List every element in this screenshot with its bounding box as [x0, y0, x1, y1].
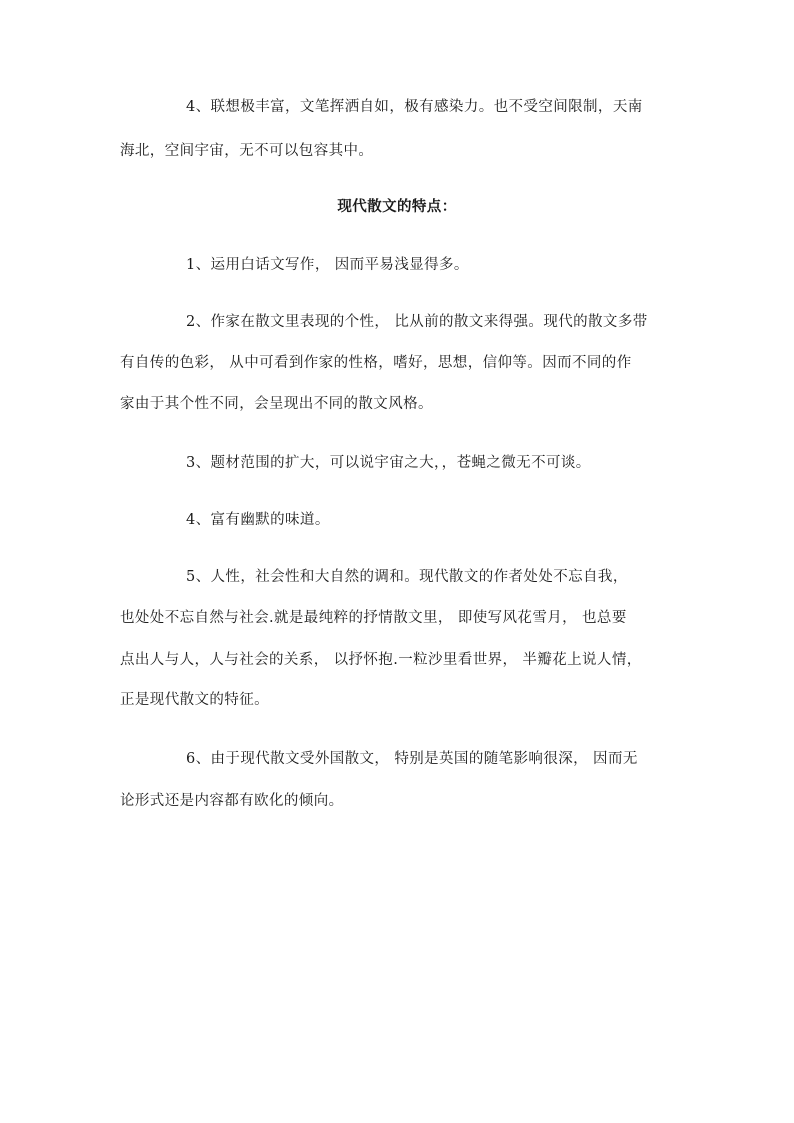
list-item-2-line-2: 有自传的色彩， 从中可看到作家的性格，嗜好，思想，信仰等。因而不同的作	[120, 355, 632, 371]
paragraph-line: 4、联想极丰富，文笔挥洒自如，极有感染力。也不受空间限制，天南	[186, 99, 643, 115]
list-item-3: 3、题材范围的扩大，可以说宇宙之大，，苍蝇之微无不可谈。	[186, 455, 591, 471]
list-item-6-line-2: 论形式还是内容都有欧化的倾向。	[120, 793, 344, 809]
list-item-2-line-3: 家由于其个性不同，会呈现出不同的散文风格。	[120, 396, 433, 412]
paragraph-line: 海北，空间宇宙，无不可以包容其中。	[120, 143, 374, 159]
list-item-5-line-3: 点出人与人，人与社会的关系， 以抒怀抱.一粒沙里看世界， 半瓣花上说人情，	[120, 652, 642, 668]
section-heading: 现代散文的特点：	[337, 198, 457, 215]
list-item-5-line-4: 正是现代散文的特征。	[120, 692, 269, 708]
list-item-4: 4、富有幽默的味道。	[186, 512, 330, 528]
list-item-5-line-1: 5、人性，社会性和大自然的调和。现代散文的作者处处不忘自我，	[186, 569, 628, 585]
list-item-6-line-1: 6、由于现代散文受外国散文， 特别是英国的随笔影响很深， 因而无	[186, 751, 638, 767]
list-item-2-line-1: 2、作家在散文里表现的个性， 比从前的散文来得强。现代的散文多带	[186, 314, 648, 330]
list-item-1: 1、运用白话文写作， 因而平易浅显得多。	[186, 257, 469, 273]
list-item-5-line-2: 也处处不忘自然与社会.就是最纯粹的抒情散文里， 即使写风花雪月， 也总要	[120, 610, 627, 626]
